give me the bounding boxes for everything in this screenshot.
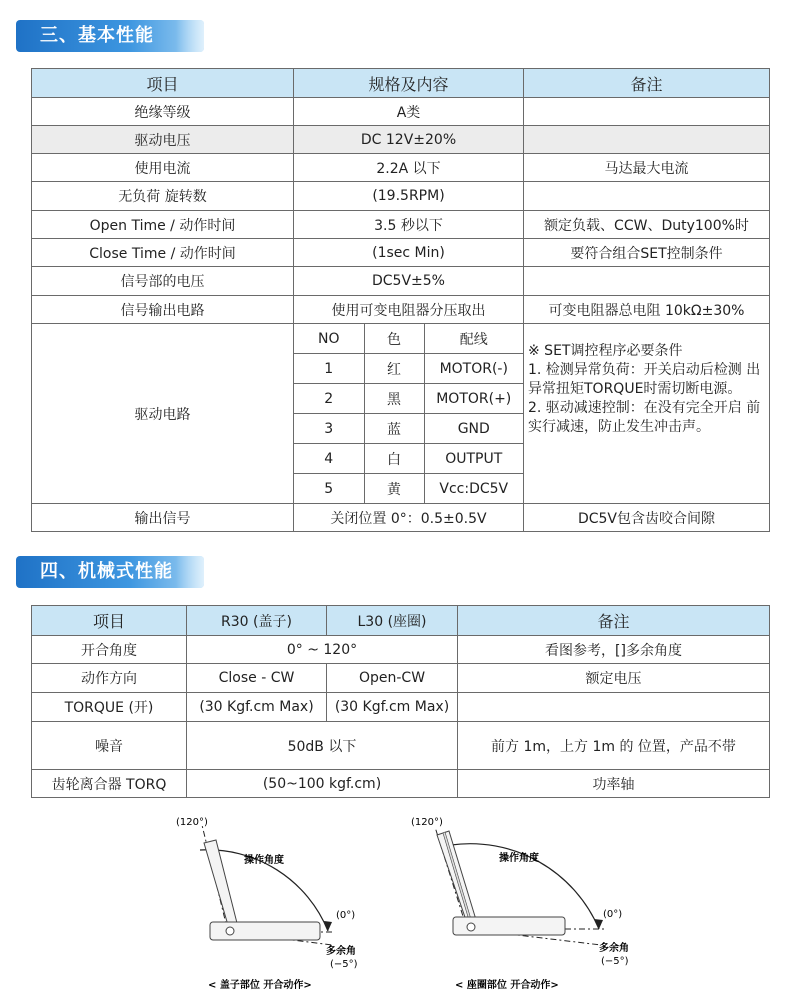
wire-name: MOTOR(+) <box>424 384 523 414</box>
table-row <box>32 239 770 267</box>
row-merged: 50dB 以下 <box>187 722 458 770</box>
table-row <box>32 211 770 239</box>
table-row <box>32 154 770 182</box>
row-item: Open Time / 动作时间 <box>32 211 294 239</box>
note-line: 2. 驱动减速控制：在没有完全开启 前实行减速，防止发生冲击声。 <box>528 400 761 435</box>
header-r30: R30 (盖子) <box>187 606 327 636</box>
lid-caption: < 盖子部位 开合动作> <box>208 980 312 991</box>
drive-circuit-row <box>32 324 770 504</box>
table-row <box>32 267 770 296</box>
table-row <box>32 722 770 770</box>
wire-color: 蓝 <box>364 414 424 444</box>
row-spec: 关闭位置 0°：0.5±0.5V <box>294 504 524 532</box>
lid-shape <box>204 840 238 932</box>
section-3-title: 三、基本性能 <box>16 20 204 52</box>
row-note: 可变电阻器总电阻 10kΩ±30% <box>524 296 770 324</box>
row-item: 噪音 <box>32 722 187 770</box>
wire-no: 1 <box>294 354 364 384</box>
wire-no: 4 <box>294 444 364 474</box>
row-spec: DC5V±5% <box>294 267 524 296</box>
table-row <box>32 296 770 324</box>
table-row <box>32 636 770 664</box>
row-note: 马达最大电流 <box>524 154 770 182</box>
hinge-icon <box>226 927 234 935</box>
row-spec: A类 <box>294 98 524 126</box>
wire-no: 2 <box>294 384 364 414</box>
header-item: 项目 <box>32 606 187 636</box>
row-item: 信号输出电路 <box>32 296 294 324</box>
section-4-title: 四、机械式性能 <box>16 556 204 588</box>
row-spec: DC 12V±20% <box>294 126 524 154</box>
row-l30: (30 Kgf.cm Max) <box>327 693 458 722</box>
row-r30: (30 Kgf.cm Max) <box>187 693 327 722</box>
operate-angle-label: 操作角度 <box>244 855 284 866</box>
header-note: 备注 <box>524 69 770 98</box>
zero-angle-label: (0°) <box>336 910 356 921</box>
table-row <box>32 126 770 154</box>
seat-motion-diagram <box>405 805 635 993</box>
row-note <box>524 267 770 296</box>
table-row <box>32 693 770 722</box>
drive-circuit-note <box>524 324 770 504</box>
wire-no: 3 <box>294 414 364 444</box>
row-note <box>524 126 770 154</box>
basic-performance-table <box>31 68 770 532</box>
arrow-head-icon <box>324 921 332 931</box>
row-merged: (50~100 kgf.cm) <box>187 770 458 798</box>
header-note: 备注 <box>458 606 770 636</box>
row-item: 开合角度 <box>32 636 187 664</box>
header-l30: L30 (座圈) <box>327 606 458 636</box>
drive-circuit-label: 驱动电路 <box>32 324 294 504</box>
row-spec: 3.5 秒以下 <box>294 211 524 239</box>
extra-angle-value: (−5°) <box>330 959 358 970</box>
table-row <box>32 504 770 532</box>
row-l30: Open-CW <box>327 664 458 693</box>
row-item: 无负荷 旋转数 <box>32 182 294 211</box>
max-angle-label: (120°) <box>176 817 208 828</box>
row-spec: 2.2A 以下 <box>294 154 524 182</box>
row-note: 额定电压 <box>458 664 770 693</box>
row-spec: (19.5RPM) <box>294 182 524 211</box>
note-line: 1. 检测异常负荷：开关启动后检测 出异常扭矩TORQUE时需切断电源。 <box>528 362 761 397</box>
wire-color: 白 <box>364 444 424 474</box>
wire-name: OUTPUT <box>424 444 523 474</box>
operate-angle-label: 操作角度 <box>499 853 539 864</box>
row-note <box>524 98 770 126</box>
table-row <box>32 98 770 126</box>
wire-color: 黄 <box>364 474 424 504</box>
table-row <box>32 182 770 211</box>
hinge-icon <box>467 923 475 931</box>
extra-angle-label: 多余角 <box>326 946 356 957</box>
table-row <box>32 770 770 798</box>
row-note: 要符合组合SET控制条件 <box>524 239 770 267</box>
arrow-head-icon <box>594 919 603 929</box>
row-item: 动作方向 <box>32 664 187 693</box>
row-spec: 使用可变电阻器分压取出 <box>294 296 524 324</box>
note-line: ※ SET调控程序必要条件 <box>528 343 683 359</box>
row-merged: 0° ~ 120° <box>187 636 458 664</box>
wiring-header-color: 色 <box>364 324 424 354</box>
wiring-header-wire: 配线 <box>424 324 523 354</box>
wire-name: GND <box>424 414 523 444</box>
row-note: 功率轴 <box>458 770 770 798</box>
row-item: 齿轮离合器 TORQ <box>32 770 187 798</box>
row-note <box>458 693 770 722</box>
wire-no: 5 <box>294 474 364 504</box>
header-item: 项目 <box>32 69 294 98</box>
wiring-cell <box>294 324 524 504</box>
row-item: 输出信号 <box>32 504 294 532</box>
wire-name: MOTOR(-) <box>424 354 523 384</box>
extra-angle-value: (−5°) <box>601 956 629 967</box>
row-note: 看图参考，[]多余角度 <box>458 636 770 664</box>
row-item: 绝缘等级 <box>32 98 294 126</box>
row-note: 额定负载、CCW、Duty100%时 <box>524 211 770 239</box>
extra-angle-label: 多余角 <box>599 943 629 954</box>
wiring-header-no: NO <box>294 324 364 354</box>
row-item: Close Time / 动作时间 <box>32 239 294 267</box>
header-spec: 规格及内容 <box>294 69 524 98</box>
max-angle-label: (120°) <box>411 817 443 828</box>
row-item: TORQUE (开) <box>32 693 187 722</box>
wire-name: Vcc:DC5V <box>424 474 523 504</box>
row-item: 使用电流 <box>32 154 294 182</box>
row-item: 驱动电压 <box>32 126 294 154</box>
table-row <box>32 664 770 693</box>
row-item: 信号部的电压 <box>32 267 294 296</box>
row-note: DC5V包含齿咬合间隙 <box>524 504 770 532</box>
row-note: 前方 1m，上方 1m 的 位置，产品不带 <box>458 722 770 770</box>
wire-color: 黑 <box>364 384 424 414</box>
seat-caption: < 座圈部位 开合动作> <box>455 980 559 991</box>
zero-angle-label: (0°) <box>603 909 623 920</box>
row-note <box>524 182 770 211</box>
row-spec: (1sec Min) <box>294 239 524 267</box>
seat-edge-shape <box>443 832 473 927</box>
wire-color: 红 <box>364 354 424 384</box>
mechanical-performance-table <box>31 605 770 798</box>
lid-motion-diagram <box>160 805 380 993</box>
row-r30: Close - CW <box>187 664 327 693</box>
wiring-table <box>294 324 523 503</box>
